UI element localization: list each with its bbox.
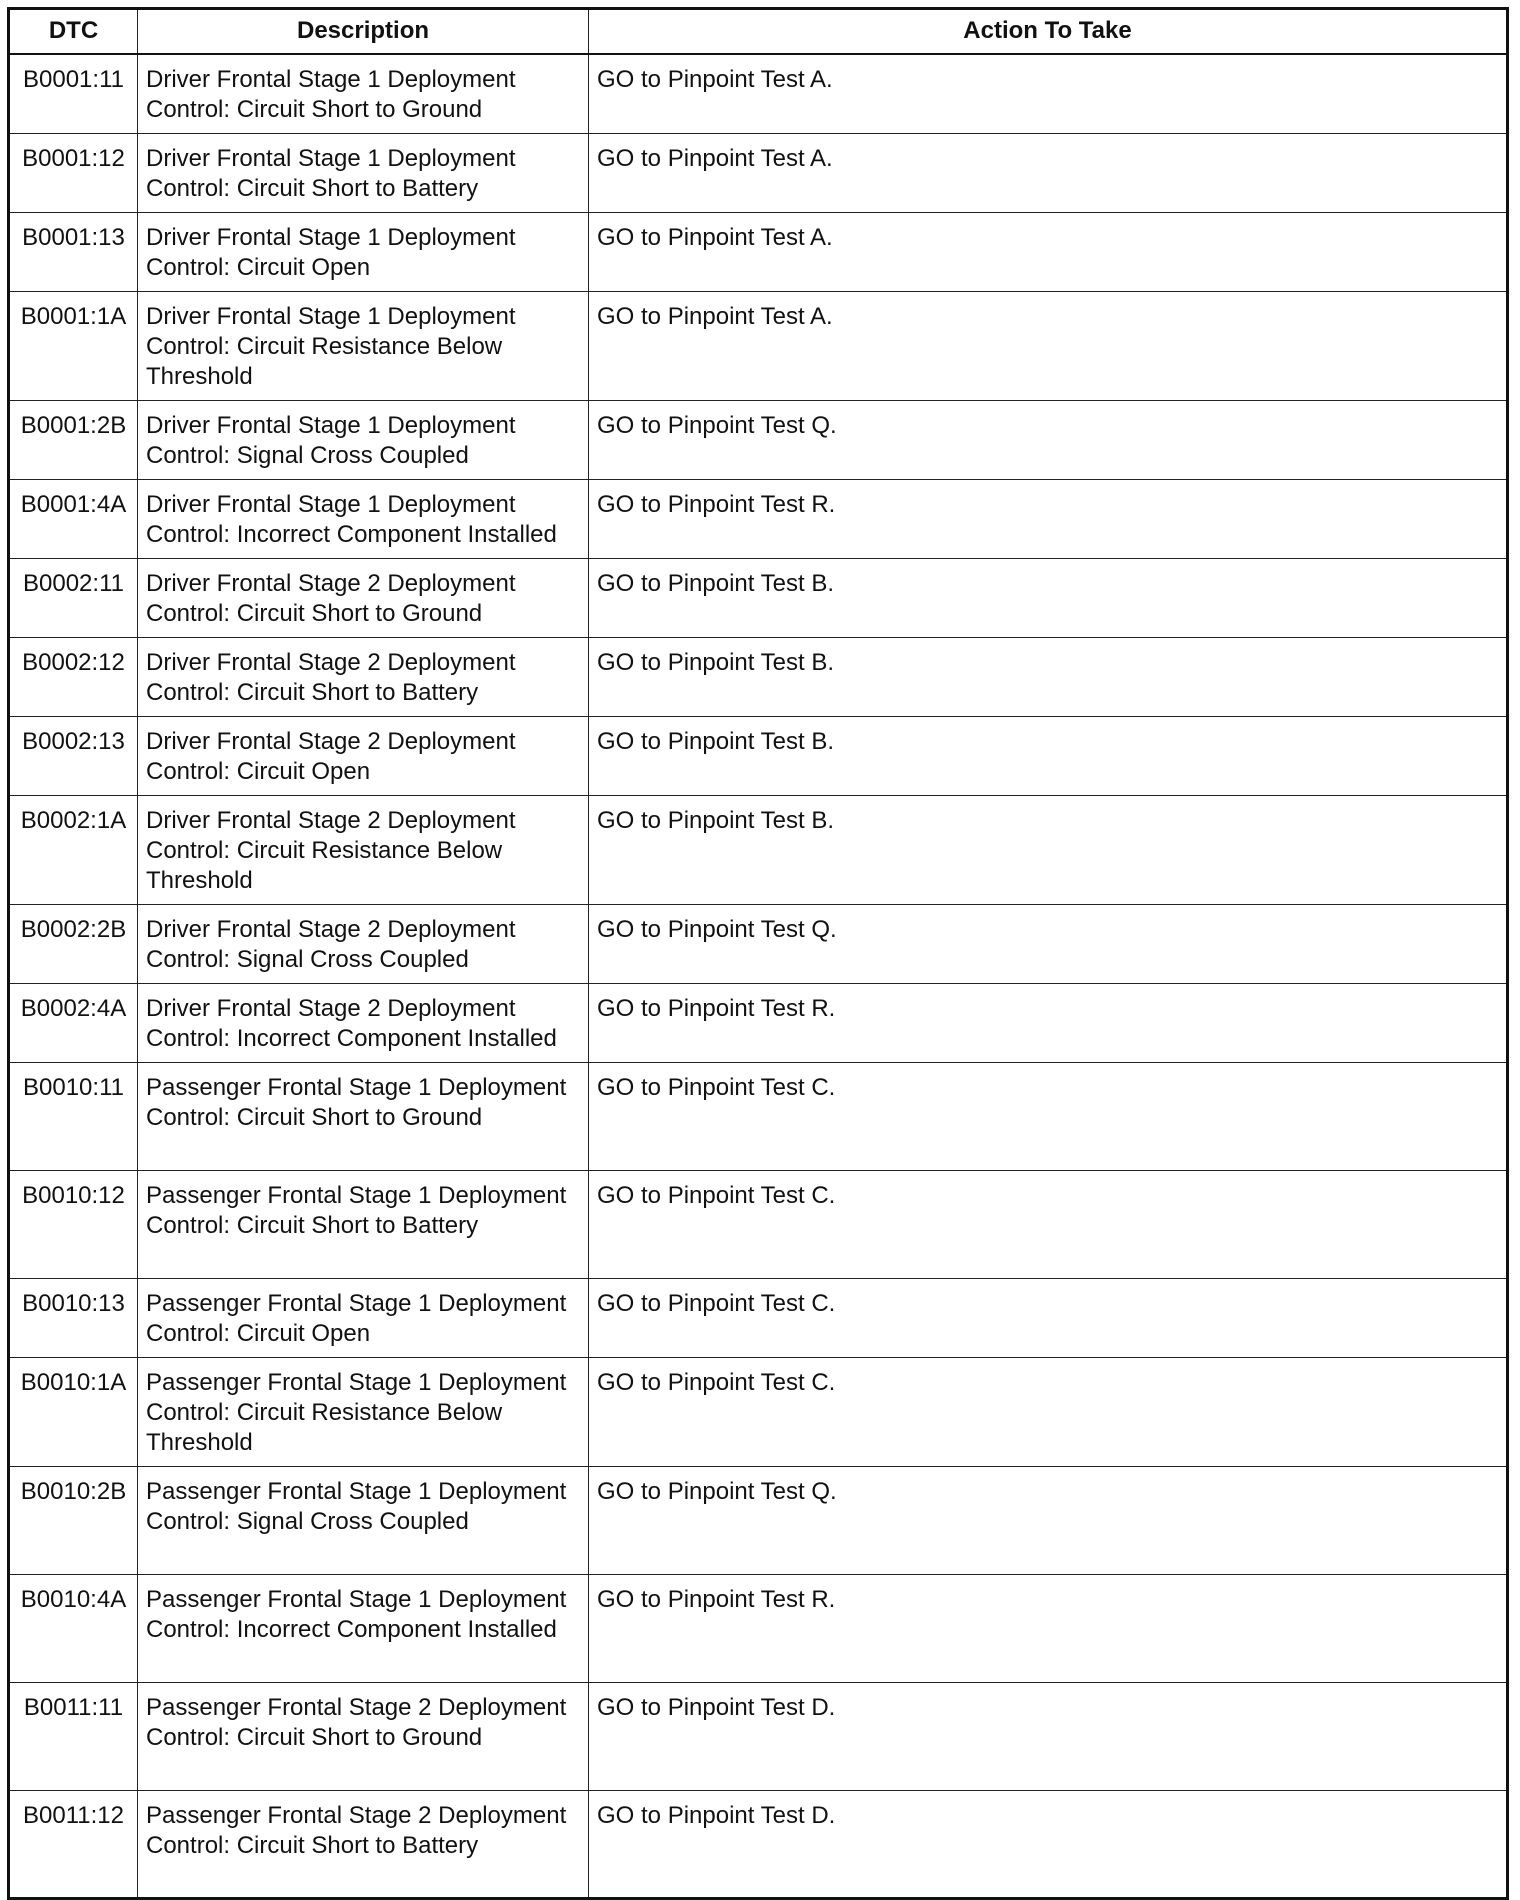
table-body: [9, 54, 1508, 1899]
dtc-code: B0010:13: [9, 1278, 138, 1357]
header-action: Action To Take: [589, 9, 1508, 54]
dtc-action: GO to Pinpoint Test D.: [589, 1790, 1508, 1898]
dtc-code: B0001:11: [9, 54, 138, 134]
table-row: [9, 904, 1508, 983]
dtc-description: Driver Frontal Stage 1 Deployment Control: Circuit Open: [138, 212, 589, 291]
dtc-code: B0010:11: [9, 1062, 138, 1170]
dtc-description: Passenger Frontal Stage 2 Deployment Control: Circuit Short to Ground: [138, 1682, 589, 1790]
dtc-description: Driver Frontal Stage 1 Deployment Control: Signal Cross Coupled: [138, 400, 589, 479]
dtc-action: GO to Pinpoint Test C.: [589, 1278, 1508, 1357]
dtc-description: Driver Frontal Stage 2 Deployment Control: Circuit Short to Battery: [138, 637, 589, 716]
dtc-description: Passenger Frontal Stage 2 Deployment Control: Circuit Short to Battery: [138, 1790, 589, 1898]
dtc-code: B0001:13: [9, 212, 138, 291]
table-row: [9, 133, 1508, 212]
table-row: [9, 558, 1508, 637]
dtc-action: GO to Pinpoint Test C.: [589, 1062, 1508, 1170]
table-row: [9, 212, 1508, 291]
dtc-description: Driver Frontal Stage 1 Deployment Control: Incorrect Component Installed: [138, 479, 589, 558]
dtc-action: GO to Pinpoint Test Q.: [589, 1466, 1508, 1574]
dtc-description: Driver Frontal Stage 2 Deployment Control: Circuit Short to Ground: [138, 558, 589, 637]
dtc-code: B0011:12: [9, 1790, 138, 1898]
dtc-description: Driver Frontal Stage 2 Deployment Control: Circuit Resistance Below Threshold: [138, 795, 589, 904]
dtc-code: B0002:4A: [9, 983, 138, 1062]
dtc-action: GO to Pinpoint Test A.: [589, 291, 1508, 400]
table-row: [9, 1170, 1508, 1278]
dtc-code: B0002:1A: [9, 795, 138, 904]
dtc-code: B0010:12: [9, 1170, 138, 1278]
dtc-action: GO to Pinpoint Test C.: [589, 1357, 1508, 1466]
table-row: [9, 795, 1508, 904]
dtc-action: GO to Pinpoint Test R.: [589, 983, 1508, 1062]
dtc-description: Passenger Frontal Stage 1 Deployment Control: Signal Cross Coupled: [138, 1466, 589, 1574]
dtc-action: GO to Pinpoint Test B.: [589, 795, 1508, 904]
dtc-code: B0001:1A: [9, 291, 138, 400]
dtc-action: GO to Pinpoint Test D.: [589, 1682, 1508, 1790]
dtc-action: GO to Pinpoint Test A.: [589, 212, 1508, 291]
dtc-description: Passenger Frontal Stage 1 Deployment Control: Circuit Short to Ground: [138, 1062, 589, 1170]
table-row: [9, 1466, 1508, 1574]
dtc-code: B0010:2B: [9, 1466, 138, 1574]
dtc-action: GO to Pinpoint Test B.: [589, 716, 1508, 795]
table-row: [9, 1574, 1508, 1682]
dtc-table: [7, 7, 1509, 1900]
dtc-action: GO to Pinpoint Test Q.: [589, 400, 1508, 479]
dtc-code: B0010:4A: [9, 1574, 138, 1682]
dtc-code: B0001:4A: [9, 479, 138, 558]
dtc-action: GO to Pinpoint Test B.: [589, 637, 1508, 716]
dtc-description: Driver Frontal Stage 1 Deployment Control: Circuit Resistance Below Threshold: [138, 291, 589, 400]
table-header: [9, 9, 1508, 54]
dtc-action: GO to Pinpoint Test B.: [589, 558, 1508, 637]
dtc-code: B0010:1A: [9, 1357, 138, 1466]
dtc-description: Passenger Frontal Stage 1 Deployment Control: Circuit Resistance Below Threshold: [138, 1357, 589, 1466]
table-row: [9, 1790, 1508, 1898]
header-dtc: DTC: [9, 9, 138, 54]
dtc-code: B0002:2B: [9, 904, 138, 983]
table-row: [9, 1278, 1508, 1357]
dtc-description: Driver Frontal Stage 2 Deployment Control: Incorrect Component Installed: [138, 983, 589, 1062]
dtc-action: GO to Pinpoint Test Q.: [589, 904, 1508, 983]
dtc-description: Driver Frontal Stage 1 Deployment Control: Circuit Short to Ground: [138, 54, 589, 134]
dtc-code: B0001:2B: [9, 400, 138, 479]
table-row: [9, 1682, 1508, 1790]
dtc-code: B0002:12: [9, 637, 138, 716]
dtc-action: GO to Pinpoint Test R.: [589, 479, 1508, 558]
header-description: Description: [138, 9, 589, 54]
dtc-code: B0011:11: [9, 1682, 138, 1790]
table-row: [9, 983, 1508, 1062]
dtc-action: GO to Pinpoint Test A.: [589, 54, 1508, 134]
table-row: [9, 1062, 1508, 1170]
dtc-description: Passenger Frontal Stage 1 Deployment Control: Circuit Open: [138, 1278, 589, 1357]
dtc-code: B0002:13: [9, 716, 138, 795]
table-row: [9, 54, 1508, 134]
dtc-action: GO to Pinpoint Test C.: [589, 1170, 1508, 1278]
dtc-code: B0001:12: [9, 133, 138, 212]
header-row: [9, 9, 1508, 54]
table-row: [9, 291, 1508, 400]
dtc-description: Driver Frontal Stage 2 Deployment Control: Circuit Open: [138, 716, 589, 795]
dtc-code: B0002:11: [9, 558, 138, 637]
dtc-action: GO to Pinpoint Test R.: [589, 1574, 1508, 1682]
dtc-description: Passenger Frontal Stage 1 Deployment Control: Incorrect Component Installed: [138, 1574, 589, 1682]
dtc-description: Driver Frontal Stage 1 Deployment Control: Circuit Short to Battery: [138, 133, 589, 212]
table-row: [9, 479, 1508, 558]
table-row: [9, 637, 1508, 716]
table-row: [9, 400, 1508, 479]
dtc-action: GO to Pinpoint Test A.: [589, 133, 1508, 212]
table-row: [9, 716, 1508, 795]
table-row: [9, 1357, 1508, 1466]
dtc-description: Driver Frontal Stage 2 Deployment Control: Signal Cross Coupled: [138, 904, 589, 983]
dtc-description: Passenger Frontal Stage 1 Deployment Control: Circuit Short to Battery: [138, 1170, 589, 1278]
